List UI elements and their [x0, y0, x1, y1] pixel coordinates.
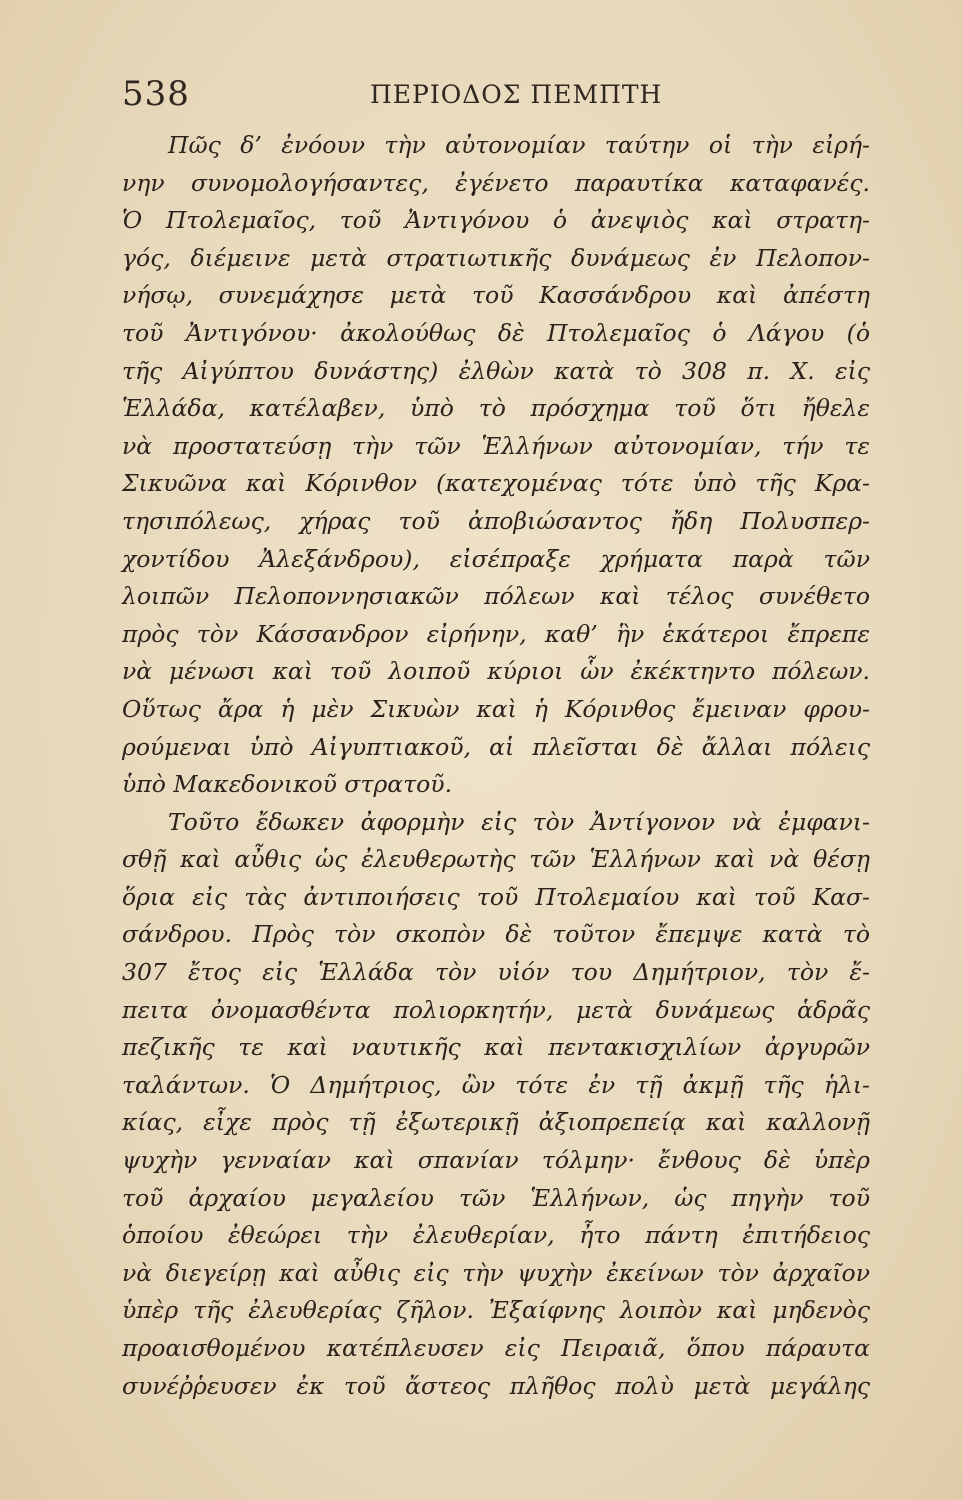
text-line: συνέῤῥευσεν ἐκ τοῦ ἄστεος πλῆθος πολὺ μετὰ μεγάλης — [122, 1371, 870, 1400]
text-line: ὑπὲρ τῆς ἐλευθερίας ζῆλον. Ἐξαίφνης λοιπὸν καὶ μηδενὸς — [122, 1296, 870, 1325]
text-line: νὰ μένωσι καὶ τοῦ λοιποῦ κύριοι ὧν ἐκέκτηντο πόλεων. — [122, 657, 870, 686]
text-line: νὰ προστατεύσῃ τὴν τῶν Ἑλλήνων αὐτονομίαν, τήν τε — [122, 431, 870, 460]
text-line: ταλάντων. Ὁ Δημήτριος, ὢν τότε ἐν τῇ ἀκμῇ τῆς ἡλι- — [122, 1070, 870, 1099]
text-line: ὅρια εἰς τὰς ἀντιποιήσεις τοῦ Πτολεμαίου καὶ τοῦ Κασ- — [122, 882, 870, 911]
text-line: Τοῦτο ἔδωκεν ἀφορμὴν εἰς τὸν Ἀντίγονον νὰ ἐμφανι- — [168, 807, 870, 836]
text-line: σάνδρου. Πρὸς τὸν σκοπὸν δὲ τοῦτον ἔπεμψε κατὰ τὸ — [122, 920, 870, 949]
text-line: ὁποίου ἐθεώρει τὴν ἐλευθερίαν, ἦτο πάντη ἐπιτήδειος — [122, 1221, 870, 1250]
text-line: τοῦ ἀρχαίου μεγαλείου τῶν Ἑλλήνων, ὡς πηγὴν τοῦ — [122, 1183, 870, 1212]
text-line: Ὁ Πτολεμαῖος, τοῦ Ἀντιγόνου ὁ ἀνεψιὸς καὶ στρατη- — [122, 206, 870, 235]
text-line: ὑπὸ Μακεδονικοῦ στρατοῦ. — [122, 770, 453, 799]
body-text — [122, 127, 870, 1405]
text-line: προαισθομένου κατέπλευσεν εἰς Πειραιᾶ, ὅπου πάραυτα — [122, 1334, 870, 1362]
text-line: κίας, εἶχε πρὸς τῇ ἐξωτερικῇ ἀξιοπρεπείᾳ καὶ καλλονῇ — [122, 1108, 870, 1137]
text-line: Οὕτως ἄρα ἡ μὲν Σικυὼν καὶ ἡ Κόρινθος ἔμειναν φρου- — [122, 694, 870, 723]
text-line: Ἑλλάδα, κατέλαβεν, ὑπὸ τὸ πρόσχημα τοῦ ὅτι ἤθελε — [122, 394, 870, 423]
page-header — [122, 74, 882, 124]
text-line: νὰ διεγείρῃ καὶ αὖθις εἰς τὴν ψυχὴν ἐκείνων τὸν ἀρχαῖον — [122, 1258, 870, 1287]
page-number: 538 — [122, 74, 190, 114]
running-head: ΠΕΡΙΟΔΟΣ ΠΕΜΠΤΗ — [370, 80, 663, 109]
text-line: ψυχὴν γενναίαν καὶ σπανίαν τόλμην· ἔνθους δὲ ὑπὲρ — [122, 1146, 870, 1175]
text-line: τῆς Αἰγύπτου δυνάστης) ἐλθὼν κατὰ τὸ 308 π. Χ. εἰς — [122, 356, 870, 385]
text-line: Σικυῶνα καὶ Κόρινθον (κατεχομένας τότε ὑπὸ τῆς Κρα- — [122, 469, 870, 498]
text-line: νήσῳ, συνεμάχησε μετὰ τοῦ Κασσάνδρου καὶ ἀπέστη — [122, 281, 870, 310]
text-line: νην συνομολογήσαντες, ἐγένετο παραυτίκα καταφανές. — [122, 168, 870, 197]
text-line: σθῇ καὶ αὖθις ὡς ἐλευθερωτὴς τῶν Ἑλλήνων καὶ νὰ θέσῃ — [122, 845, 870, 874]
text-line: τοῦ Ἀντιγόνου· ἀκολούθως δὲ Πτολεμαῖος ὁ Λάγου (ὁ — [122, 318, 870, 347]
text-line: τησιπόλεως, χήρας τοῦ ἀποβιώσαντος ἤδη Πολυσπερ- — [122, 506, 870, 535]
text-line: λοιπῶν Πελοποννησιακῶν πόλεων καὶ τέλος συνέθετο — [122, 582, 870, 611]
text-line: πειτα ὀνομασθέντα πολιορκητήν, μετὰ δυνάμεως ἁδρᾶς — [122, 995, 870, 1024]
text-line: γός, διέμεινε μετὰ στρατιωτικῆς δυνάμεως ἐν Πελοπον- — [122, 243, 870, 272]
text-line: Πῶς δ’ ἐνόουν τὴν αὐτονομίαν ταύτην οἱ τὴν εἰρή- — [168, 131, 870, 159]
text-line: πεζικῆς τε καὶ ναυτικῆς καὶ πεντακισχιλίων ἀργυρῶν — [122, 1033, 870, 1062]
text-line: ρούμεναι ὑπὸ Αἰγυπτιακοῦ, αἱ πλεῖσται δὲ ἄλλαι πόλεις — [122, 732, 870, 761]
text-line: 307 ἔτος εἰς Ἑλλάδα τὸν υἱόν του Δημήτριον, τὸν ἔ- — [122, 958, 870, 987]
text-line: πρὸς τὸν Κάσσανδρον εἰρήνην, καθ’ ἣν ἑκάτεροι ἔπρεπε — [122, 619, 870, 648]
text-line: χοντίδου Ἀλεξάνδρου), εἰσέπραξε χρήματα παρὰ τῶν — [122, 544, 870, 573]
